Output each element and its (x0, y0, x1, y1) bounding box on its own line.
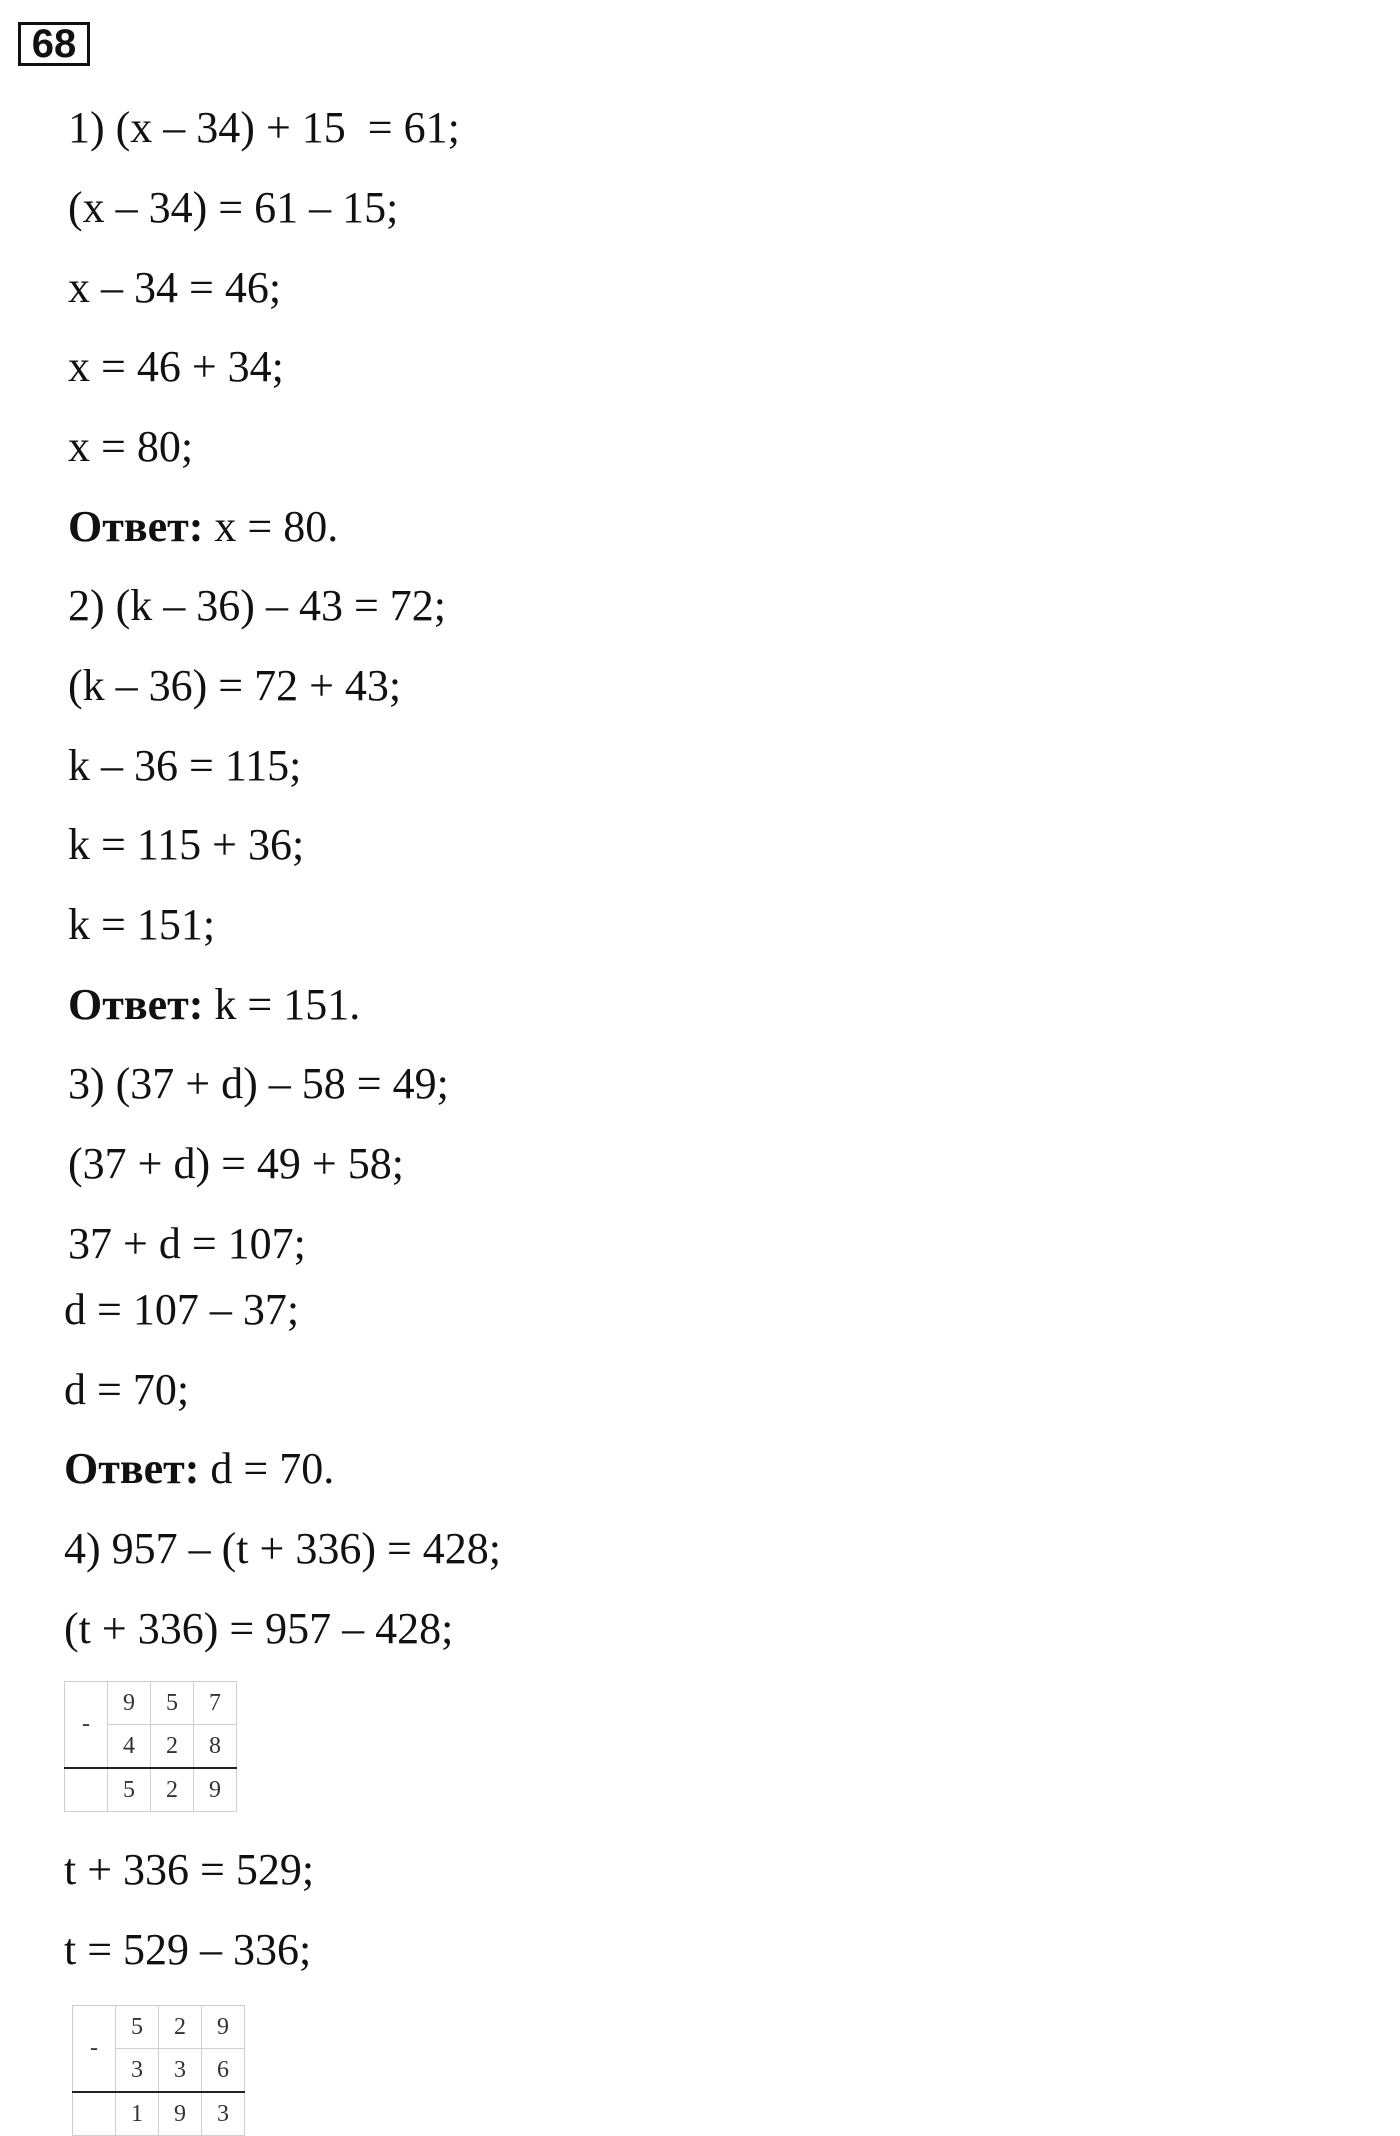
answer-label: Ответ: (64, 1444, 200, 1493)
digit: 6 (202, 2049, 245, 2093)
digit: 3 (202, 2092, 245, 2136)
equation-line: (x – 34) = 61 – 15; (68, 183, 399, 232)
equation-line: 1) (x – 34) + 15 = 61; (68, 103, 460, 152)
digit: 5 (151, 1682, 194, 1725)
answer-value: d = 70. (199, 1444, 335, 1493)
column-subtraction (72, 2005, 245, 2136)
digit: 4 (108, 1725, 151, 1769)
equation-line: 37 + d = 107; (68, 1219, 306, 1268)
answer-line (68, 979, 360, 1031)
operator-sign: - (65, 1682, 108, 1769)
digit: 9 (202, 2006, 245, 2049)
equation-line: x – 34 = 46; (68, 263, 282, 312)
equation-line: 2) (k – 36) – 43 = 72; (68, 581, 446, 630)
digit: 3 (116, 2049, 159, 2093)
digit: 3 (159, 2049, 202, 2093)
answer-label: Ответ: (68, 502, 204, 551)
answer-label: Ответ: (68, 980, 204, 1029)
equation-line: t = 529 – 336; (64, 1925, 312, 1974)
digit: 9 (159, 2092, 202, 2136)
answer-value: x = 80. (203, 502, 339, 551)
answer-value: k = 151. (203, 980, 361, 1029)
digit: 9 (108, 1682, 151, 1725)
equation-line: 4) 957 – (t + 336) = 428; (64, 1524, 502, 1573)
answer-line (68, 501, 338, 553)
equation-line: d = 107 – 37; (64, 1285, 300, 1334)
equation-line: (k – 36) = 72 + 43; (68, 661, 402, 710)
equation-line: 3) (37 + d) – 58 = 49; (68, 1059, 449, 1108)
equation-line: t + 336 = 529; (64, 1845, 315, 1894)
equation-line: k = 115 + 36; (68, 820, 305, 869)
digit: 5 (108, 1768, 151, 1812)
task-number: 68 (18, 22, 90, 66)
digit: 2 (151, 1725, 194, 1769)
answer-line (64, 1443, 334, 1495)
equation-line: k – 36 = 115; (68, 741, 302, 790)
operator-sign: - (73, 2006, 116, 2093)
digit: 1 (116, 2092, 159, 2136)
digit: 5 (116, 2006, 159, 2049)
equation-line: (37 + d) = 49 + 58; (68, 1139, 404, 1188)
equation-line: x = 46 + 34; (68, 342, 284, 391)
equation-line: x = 80; (68, 422, 194, 471)
digit: 2 (151, 1768, 194, 1812)
equation-line: (t + 336) = 957 – 428; (64, 1604, 454, 1653)
column-subtraction (64, 1681, 237, 1812)
digit: 8 (194, 1725, 237, 1769)
equation-line: d = 70; (64, 1365, 190, 1414)
digit: 2 (159, 2006, 202, 2049)
digit: 7 (194, 1682, 237, 1725)
digit: 9 (194, 1768, 237, 1812)
equation-line: k = 151; (68, 900, 216, 949)
